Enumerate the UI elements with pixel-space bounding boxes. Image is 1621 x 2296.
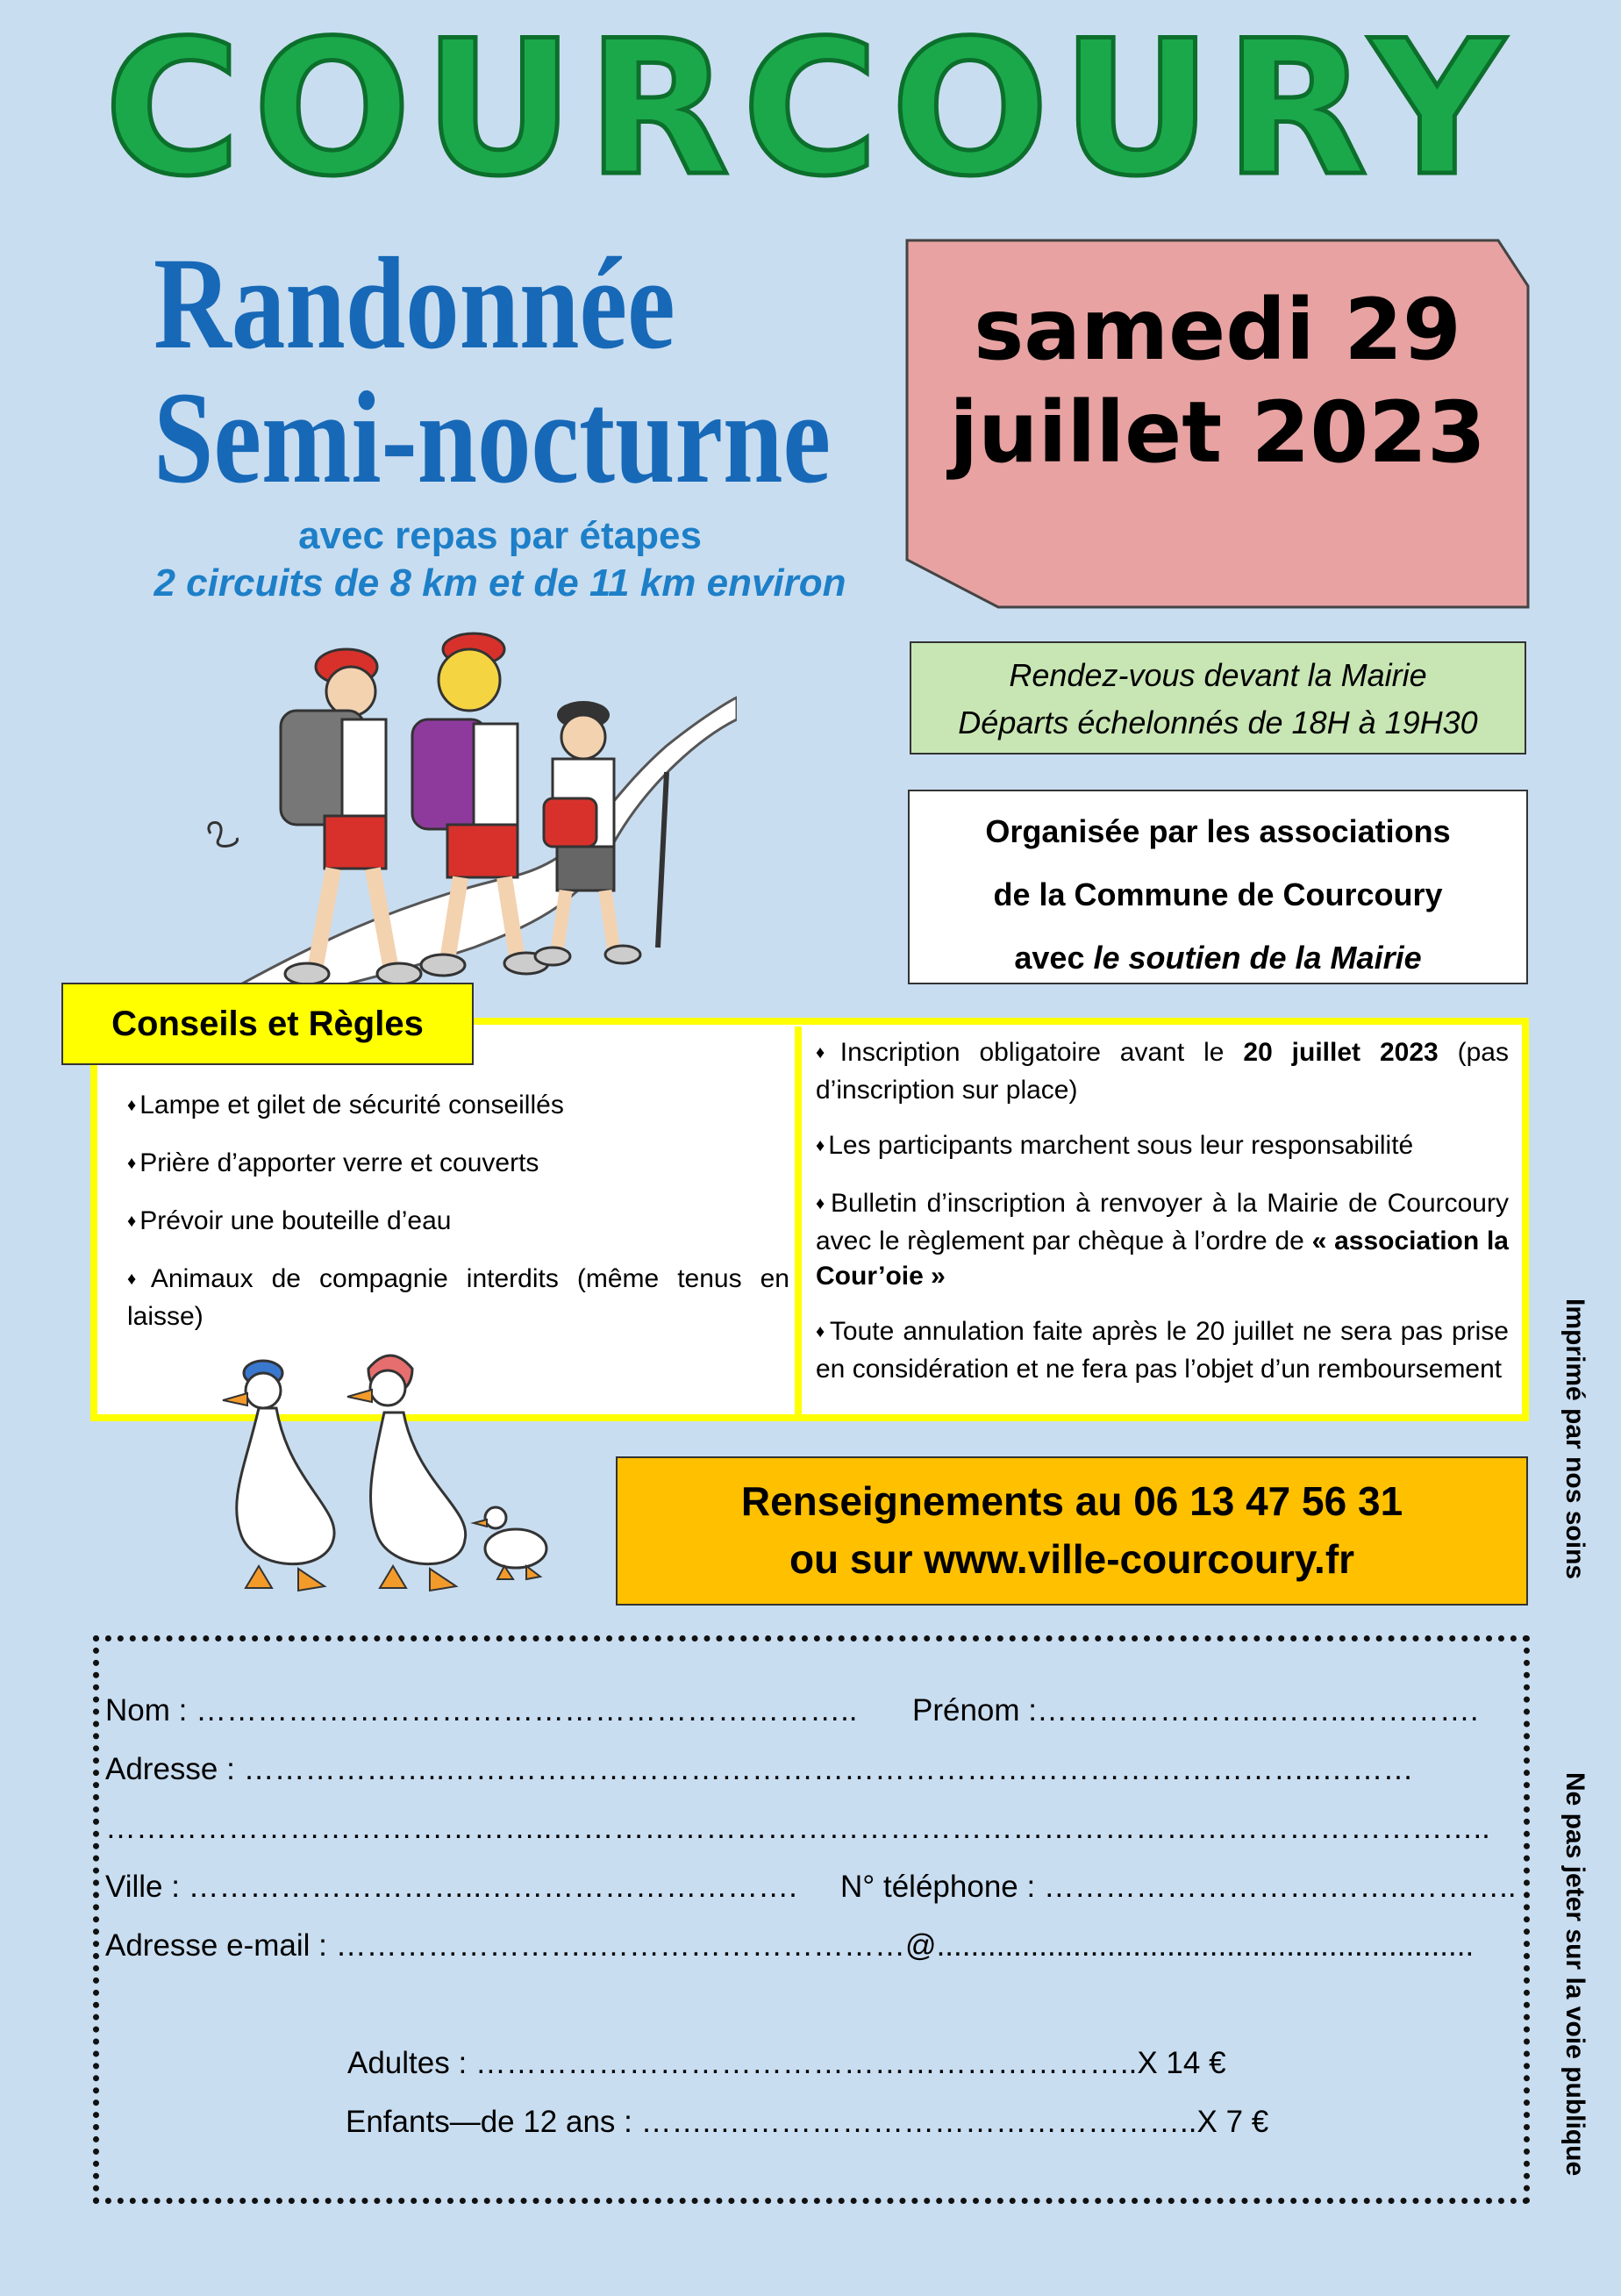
field-ville[interactable]: Ville : ………………………..…………………………. [105,1870,797,1904]
page-title: COURCOURY [104,0,1517,217]
list-item: ♦ Bulletin d’inscription à renvoyer à la Mairie de Courcoury avec le règlement par chèque à l’ordre de « association la Cour’oie » [816,1186,1509,1294]
organizer-line2: de la Commune de Courcoury [993,876,1443,912]
meeting-line1: Rendez-vous devant la Mairie [1009,657,1427,693]
rules-left-list [127,1088,789,1355]
organizer-box [908,790,1528,984]
list-item: ♦ Animaux de compagnie interdits (même tenus en laisse) [127,1262,789,1334]
field-adresse-line2[interactable]: ……………………………………..……………………………………………………………………………….. [105,1811,1490,1845]
field-telephone[interactable]: N° téléphone : ……………………….……..……….. [840,1870,1517,1904]
info-website: ou sur www.ville-courcoury.fr [789,1536,1355,1582]
meal-subtitle: avec repas par étapes [298,514,702,557]
circuits-subtitle: 2 circuits de 8 km et de 11 km environ [154,561,846,604]
rules-divider [795,1026,802,1421]
list-item: ♦ Lampe et gilet de sécurité conseillés [127,1088,789,1126]
date-line1: samedi 29 [974,281,1461,379]
list-item: ♦ Prière d’apporter verre et couverts [127,1146,789,1184]
field-adresse[interactable]: Adresse : ………………..…………………………………………………………………………..……… [105,1752,1414,1786]
field-adultes[interactable]: Adultes : ………………………………………………………..X 14 € [347,2046,1226,2080]
heading-line1: Randonnée [154,231,675,376]
heading-line2: Semi-nocturne [154,365,832,511]
event-date [905,279,1530,484]
organizer-line1: Organisée par les associations [985,813,1451,849]
hikers-illustration [175,614,737,1000]
geese-illustration [193,1334,561,1606]
event-heading [154,231,832,511]
list-item: ♦ Les participants marchent sous leur responsabilité [816,1128,1509,1166]
field-enfants[interactable]: Enfants—de 12 ans : ……..………………………………………..X 7 € [346,2105,1269,2139]
field-nom[interactable]: Nom : ……………………………………………………….. [105,1693,858,1727]
meeting-line2: Départs échelonnés de 18H à 19H30 [958,705,1478,740]
meeting-box [910,641,1526,755]
field-prenom[interactable]: Prénom :…………………..……..…………. [912,1693,1479,1727]
list-item: ♦ Inscription obligatoire avant le 20 juillet 2023 (pas d’inscription sur place) [816,1035,1509,1108]
field-email[interactable]: Adresse e-mail : ……………………..…………………………@............................................................... [105,1928,1475,1963]
rules-right-list [816,1035,1509,1407]
organizer-line3: avec le soutien de la Mairie [1014,940,1422,976]
rules-header: Conseils et Règles [61,983,474,1065]
side-printed-note: Imprimé par nos soins [1560,1298,1589,1580]
side-no-litter-note: Ne pas jeter sur la voie publique [1560,1772,1589,2177]
info-phone: Renseignements au 06 13 47 56 31 [740,1478,1403,1524]
list-item: ♦ Prévoir une bouteille d’eau [127,1204,789,1241]
list-item: ♦ Toute annulation faite après le 20 juillet ne sera pas prise en considération et ne fera pas l’objet d’un remboursement [816,1314,1509,1387]
info-box [616,1456,1528,1606]
date-line2: juillet 2023 [949,383,1486,483]
